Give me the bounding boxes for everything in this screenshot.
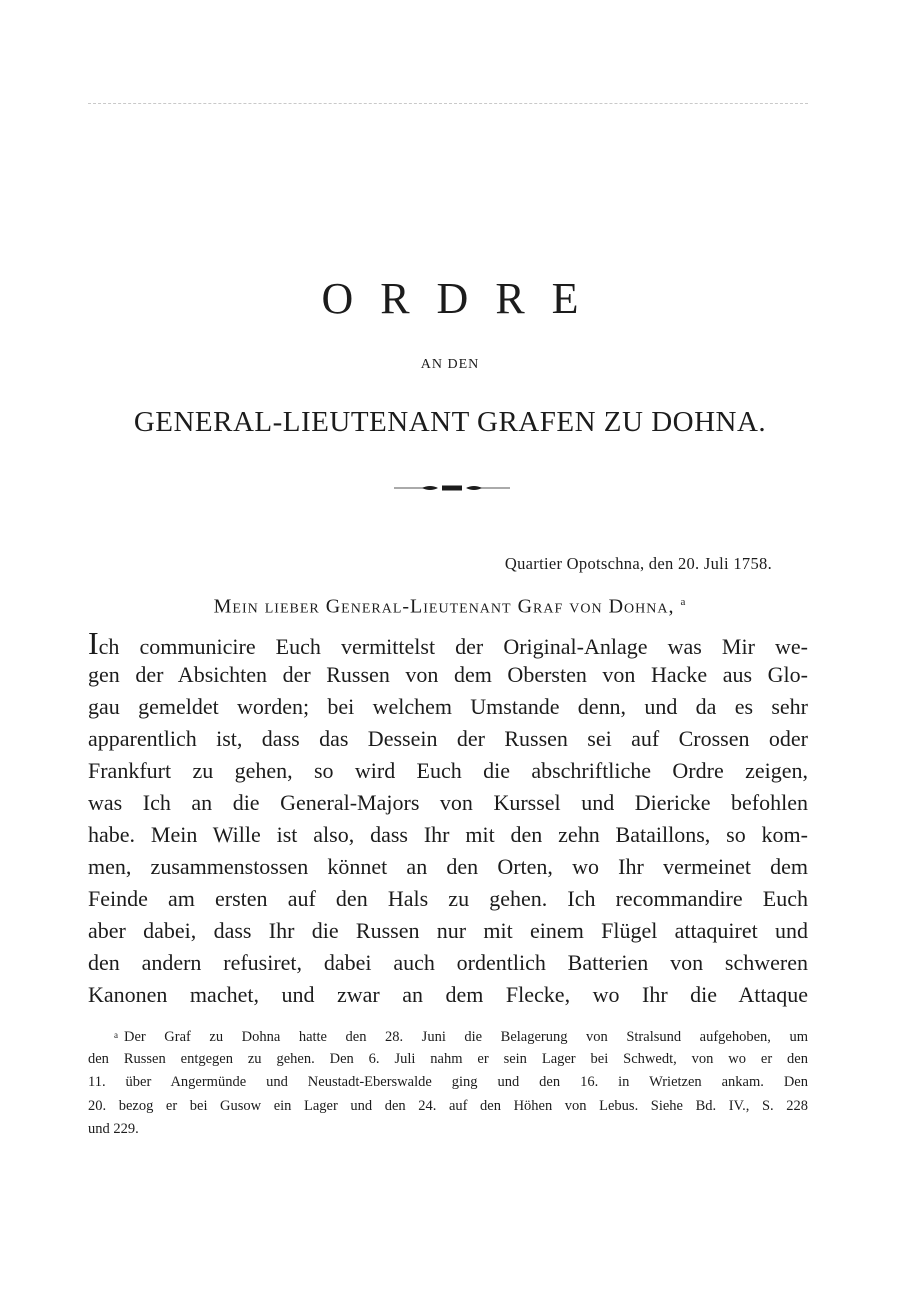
body-line: habe. Mein Wille ist also, dass Ihr mit den zehn Bataillons, so kom- bbox=[88, 822, 808, 847]
footnote-line: $^a$ Der Graf zu Dohna hatte den 28. Juni die Belagerung von Stralsund aufgehoben, um bbox=[114, 1029, 808, 1045]
body-line: Feinde am ersten auf den Hals zu gehen. Ich recommandire Euch bbox=[88, 886, 808, 911]
footnote-line: und 229. bbox=[88, 1121, 139, 1137]
body-line: was Ich an die General-Majors von Kurssel und Diericke befohlen bbox=[88, 790, 808, 815]
salutation-text: Mein lieber General-Lieutenant Graf von Dohna, bbox=[213, 595, 675, 618]
body-line: aber dabei, dass Ihr die Russen nur mit einem Flügel attaquiret und bbox=[88, 918, 808, 943]
footnote-line: 11. über Angermünde und Neustadt-Eberswalde ging und den 16. in Wrietzen ankam. Den bbox=[88, 1074, 808, 1090]
body-line: Ich communicire Euch vermittelst der Original-Anlage was Mir we- bbox=[88, 627, 808, 659]
body-line: gau gemeldet worden; bei welchem Umstande denn, und da es sehr bbox=[88, 694, 808, 719]
body-line: men, zusammenstossen könnet an den Orten, wo Ihr vermeinet dem bbox=[88, 854, 808, 879]
footnote-line: 20. bezog er bei Gusow ein Lager und den 24. auf den Höhen von Lebus. Siehe Bd. IV., S. 228 bbox=[88, 1097, 808, 1114]
body-line: Kanonen machet, und zwar an dem Flecke, wo Ihr die Attaque bbox=[88, 982, 808, 1007]
body-line: den andern refusiret, dabei auch ordentlich Batterien von schweren bbox=[88, 950, 808, 975]
body-line: apparentlich ist, dass das Dessein der Russen sei auf Crossen oder bbox=[88, 726, 808, 751]
dateline: Quartier Opotschna, den 20. Juli 1758. bbox=[504, 554, 772, 573]
salutation bbox=[0, 589, 900, 620]
body-line: Frankfurt zu gehen, so wird Euch die abschriftliche Ordre zeigen, bbox=[88, 758, 808, 783]
footnote-marker: a bbox=[114, 1030, 118, 1040]
footnote-block bbox=[88, 1024, 808, 1142]
addressee-heading: GENERAL-LIEUTENANT GRAFEN ZU DOHNA. bbox=[133, 406, 767, 438]
subtitle: AN DEN bbox=[420, 357, 480, 372]
page-title: ORDRE bbox=[321, 274, 606, 323]
footnote-reference: a bbox=[680, 596, 687, 608]
ornament-divider bbox=[392, 480, 512, 496]
initial-letter: I bbox=[88, 627, 99, 659]
letter-body bbox=[88, 627, 808, 1011]
footnote-line: den Russen entgegen zu gehen. Den 6. Juli nahm er sein Lager bei Schwedt, von wo er den bbox=[88, 1050, 808, 1067]
body-line: gen der Absichten der Russen von dem Obersten von Hacke aus Glo- bbox=[88, 662, 808, 687]
top-decorative-rule bbox=[88, 103, 808, 104]
